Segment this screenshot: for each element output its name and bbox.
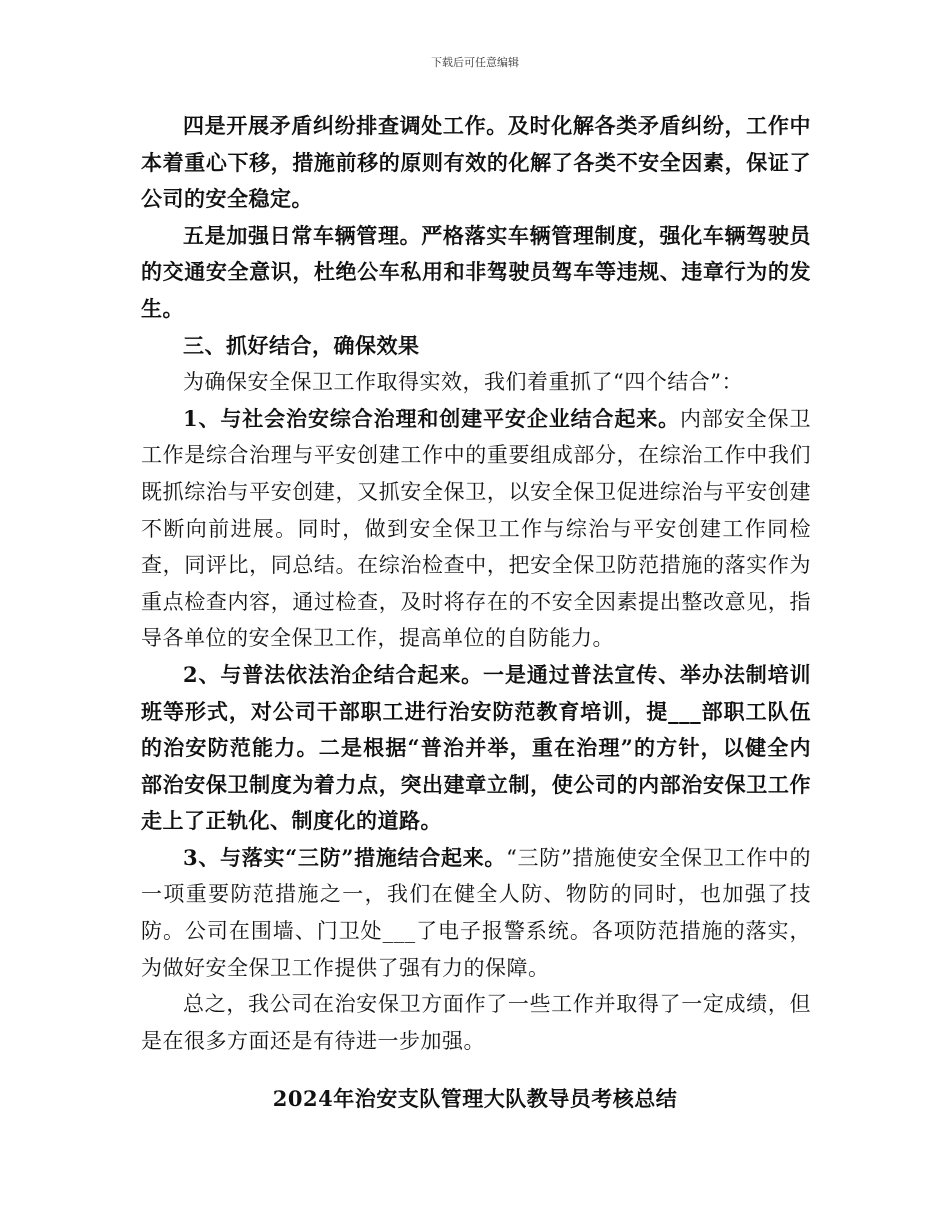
paragraph-four-combinations: 为确保安全保卫工作取得实效，我们着重抓了“四个结合”： (183, 370, 743, 395)
paragraph-4-dispute-resolution: 四是开展矛盾纠纷排查调处工作。及时化解各类矛盾纠纷，工作中本着重心下移，措施前移的原则有效的化解了各类不安全因素，保证了公司的安全稳定。 (141, 113, 811, 212)
document-body (141, 108, 811, 1059)
paragraph-lead: 3、与落实“三防”措施结合起来。 (183, 844, 507, 870)
paragraph-5-vehicle-management: 五是加强日常车辆管理。严格落实车辆管理制度，强化车辆驾驶员的交通安全意识，杜绝公车私用和非驾驶员驾车等违规、违章行为的发生。 (141, 222, 811, 321)
page-header: 下载后可任意编辑 (431, 56, 519, 69)
section-heading-3: 三、抓好结合，确保效果 (183, 332, 420, 358)
paragraph-lead: 1、与社会治安综合治理和创建平安企业结合起来。 (183, 405, 681, 431)
paragraph-combination-2: 2、与普法依法治企结合起来。一是通过普法宣传、举办法制培训班等形式，对公司干部职工进行治安防范教育培训，提___部职工队伍的治安防范能力。二是根据“普治并举，重在治理”的方针，以健全内部治安保卫制度为着力点，突出建章立制，使公司的内部治安保卫工作走上了正轨化、制度化的道路。 (141, 661, 811, 834)
document-title: 2024年治安支队管理大队教导员考核总结 (272, 1086, 678, 1111)
paragraph-combination-3: 3、与落实“三防”措施结合起来。“三防”措施使安全保卫工作中的一项重要防范措施之一，我们在健全人防、物防的同时，也加强了技防。公司在围墙、门卫处___了电子报警系统。各项防范措施的落实，为做好安全保卫工作提供了强有力的保障。 (141, 844, 811, 980)
paragraph-conclusion: 总之，我公司在治安保卫方面作了一些工作并取得了一定成绩，但是在很多方面还是有待进一步加强。 (141, 992, 811, 1053)
paragraph-combination-1: 1、与社会治安综合治理和创建平安企业结合起来。内部安全保卫工作是综合治理与平安创建工作中的重要组成部分，在综治工作中我们既抓综治与平安创建，又抓安全保卫，以安全保卫促进综治与平安创建不断向前进展。同时，做到安全保卫工作与综治与平安创建工作同检查，同评比，同总结。在综治检查中，把安全保卫防范措施的落实作为重点检查内容，通过检查，及时将存在的不安全因素提出整改意见，指导各单位的安全保卫工作，提高单位的自防能力。 (141, 405, 811, 651)
